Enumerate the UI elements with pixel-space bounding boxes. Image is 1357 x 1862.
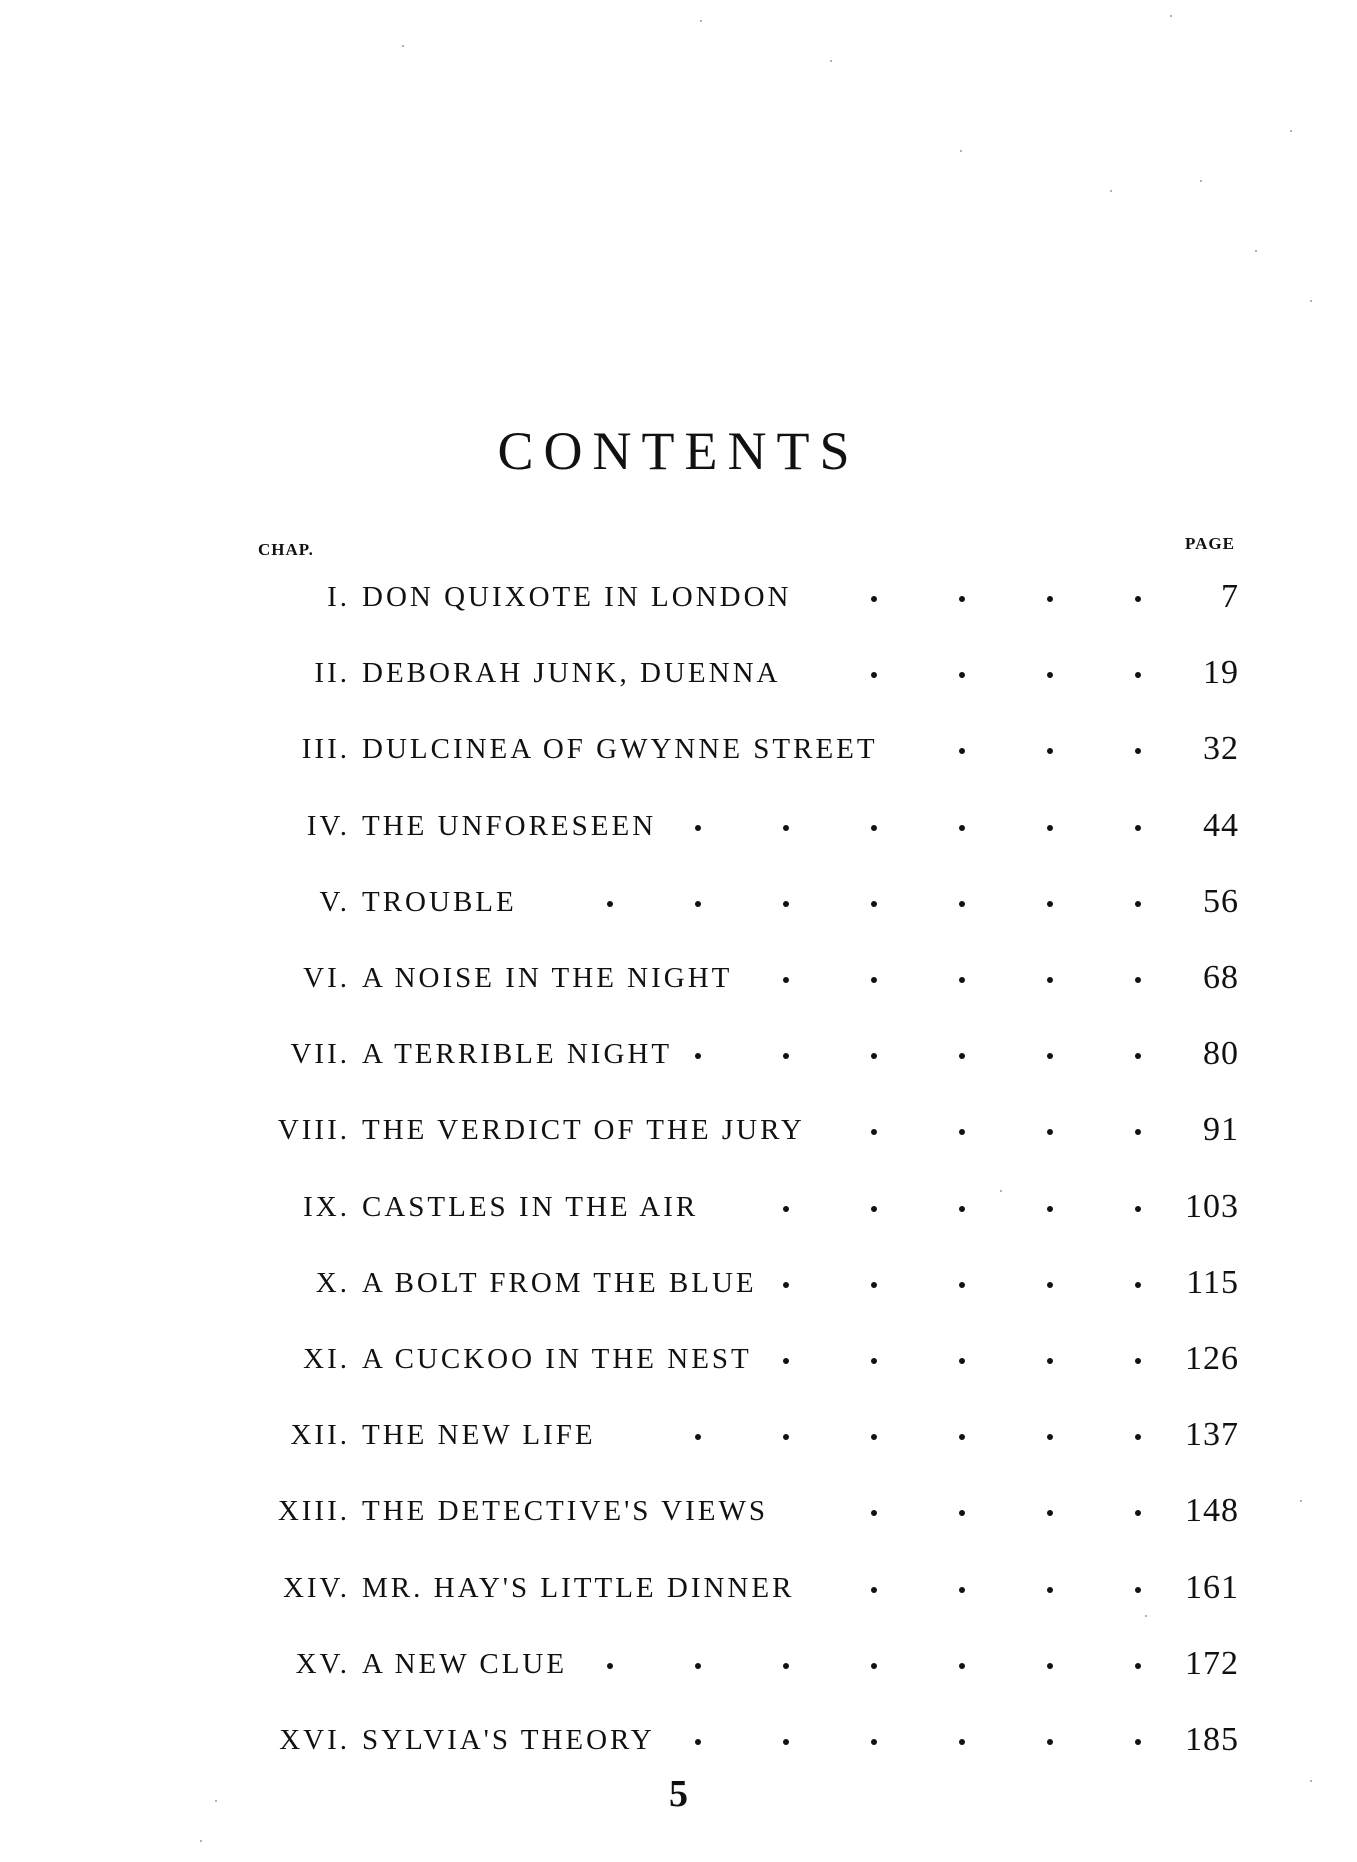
toc-entry	[0, 1029, 1357, 1079]
chapter-page-number: 103	[1185, 1187, 1239, 1225]
dot-leaders	[0, 1486, 1357, 1536]
chapter-page-number: 172	[1185, 1644, 1239, 1682]
chapter-title: A CUCKOO IN THE NEST	[362, 1343, 752, 1375]
chapter-number: VI.	[303, 962, 350, 994]
page-number: 5	[669, 1773, 688, 1815]
paper-speck	[960, 150, 962, 152]
chapter-title: CASTLES IN THE AIR	[362, 1190, 699, 1223]
leader-dot	[783, 1053, 789, 1059]
paper-speck	[830, 60, 832, 62]
leader-dot	[1047, 1282, 1053, 1288]
leader-dot	[695, 1739, 701, 1745]
chapter-number: IV.	[306, 809, 350, 842]
leader-dot	[1047, 1129, 1053, 1135]
chapter-page-number: 185	[1185, 1721, 1239, 1758]
toc-entry	[0, 1410, 1357, 1460]
chapter-page-number: 148	[1185, 1492, 1239, 1530]
leader-dot	[871, 1434, 877, 1440]
chapter-number: XIV.	[282, 1571, 350, 1604]
leader-dot	[1047, 1206, 1053, 1212]
leader-dot	[959, 1358, 965, 1364]
toc-entry	[0, 1182, 1357, 1232]
toc-entry	[0, 877, 1357, 927]
leader-dot	[871, 596, 877, 602]
leader-dot	[1047, 1434, 1053, 1440]
chapter-title: A BOLT FROM THE BLUE	[362, 1266, 757, 1299]
chapter-number: VIII.	[277, 1114, 350, 1147]
chapter-title: A NOISE IN THE NIGHT	[362, 962, 733, 994]
leader-dot	[1047, 1587, 1053, 1593]
chapter-number: X.	[315, 1266, 350, 1299]
chapter-page-number: 56	[1203, 882, 1239, 920]
leader-dot	[871, 1129, 877, 1135]
dot-leaders	[0, 1258, 1357, 1308]
dot-leaders	[0, 1639, 1357, 1689]
leader-dot	[959, 1282, 965, 1288]
leader-dot	[1135, 1282, 1141, 1288]
leader-dot	[1135, 1739, 1141, 1745]
toc-entry	[0, 1486, 1357, 1536]
leader-dot	[959, 1510, 965, 1516]
leader-dot	[1135, 1434, 1141, 1440]
leader-dot	[1135, 1206, 1141, 1212]
leader-dot	[959, 977, 965, 983]
chapter-title: DON QUIXOTE IN LONDON	[362, 581, 792, 613]
dot-leaders	[0, 724, 1357, 774]
page-column-header: PAGE	[1185, 534, 1235, 553]
paper-speck	[1170, 15, 1172, 17]
toc-entry	[0, 1258, 1357, 1308]
paper-speck	[1145, 1615, 1147, 1617]
leader-dot	[695, 1053, 701, 1059]
leader-dot	[959, 1129, 965, 1135]
leader-dot	[871, 1206, 877, 1212]
leader-dot	[1135, 1587, 1141, 1593]
toc-entry	[0, 953, 1357, 1003]
chapter-number: XI.	[303, 1343, 350, 1375]
chapter-page-number: 80	[1203, 1035, 1239, 1073]
chapter-number: XVI.	[279, 1724, 350, 1756]
leader-dot	[607, 901, 613, 907]
leader-dot	[783, 1358, 789, 1364]
leader-dot	[1047, 977, 1053, 983]
leader-dot	[783, 1282, 789, 1288]
dot-leaders	[0, 1410, 1357, 1460]
leader-dot	[695, 1663, 701, 1669]
chapter-title: DULCINEA OF GWYNNE STREET	[362, 733, 878, 766]
chapter-title: THE VERDICT OF THE JURY	[362, 1114, 805, 1147]
chapter-page-number: 161	[1185, 1568, 1239, 1606]
chapter-title: THE UNFORESEEN	[362, 809, 657, 842]
leader-dot	[871, 901, 877, 907]
dot-leaders	[0, 1715, 1357, 1765]
leader-dot	[783, 977, 789, 983]
paper-speck	[1310, 1780, 1312, 1782]
chapter-number: III.	[301, 733, 350, 766]
leader-dot	[1047, 1053, 1053, 1059]
leader-dot	[783, 1206, 789, 1212]
chapter-title: THE NEW LIFE	[362, 1419, 596, 1452]
paper-speck	[1000, 1190, 1002, 1192]
leader-dot	[1135, 672, 1141, 678]
paper-speck	[1110, 190, 1112, 192]
leader-dot	[959, 1739, 965, 1745]
leader-dot	[783, 1434, 789, 1440]
chapter-number: II.	[314, 657, 350, 690]
chapter-number: XIII.	[277, 1495, 350, 1528]
chapter-title: TROUBLE	[362, 885, 517, 918]
paper-speck	[1290, 130, 1292, 132]
toc-entry	[0, 801, 1357, 851]
leader-dot	[783, 825, 789, 831]
chapter-title: A TERRIBLE NIGHT	[362, 1038, 673, 1071]
toc-entry	[0, 1715, 1357, 1765]
dot-leaders	[0, 1105, 1357, 1155]
leader-dot	[871, 825, 877, 831]
dot-leaders	[0, 648, 1357, 698]
leader-dot	[607, 1663, 613, 1669]
dot-leaders	[0, 572, 1357, 622]
chapter-page-number: 126	[1185, 1340, 1239, 1377]
leader-dot	[959, 1663, 965, 1669]
leader-dot	[1047, 672, 1053, 678]
toc-entry	[0, 1639, 1357, 1689]
chapter-number: IX.	[303, 1190, 350, 1223]
leader-dot	[959, 672, 965, 678]
chapter-number: XII.	[290, 1419, 350, 1452]
dot-leaders	[0, 1563, 1357, 1613]
leader-dot	[959, 1053, 965, 1059]
leader-dot	[695, 901, 701, 907]
dot-leaders	[0, 1029, 1357, 1079]
leader-dot	[1135, 596, 1141, 602]
chapter-page-number: 32	[1203, 730, 1239, 768]
paper-speck	[1200, 180, 1202, 182]
leader-dot	[783, 901, 789, 907]
leader-dot	[1047, 1739, 1053, 1745]
dot-leaders	[0, 1334, 1357, 1384]
paper-speck	[1310, 300, 1312, 302]
toc-entry	[0, 724, 1357, 774]
chapter-number: V.	[319, 885, 350, 918]
leader-dot	[1135, 825, 1141, 831]
leader-dot	[959, 596, 965, 602]
leader-dot	[783, 1663, 789, 1669]
dot-leaders	[0, 953, 1357, 1003]
leader-dot	[871, 1587, 877, 1593]
toc-entry	[0, 1105, 1357, 1155]
chapter-title: MR. HAY'S LITTLE DINNER	[362, 1571, 795, 1604]
paper-speck	[215, 1800, 217, 1802]
toc-entry	[0, 648, 1357, 698]
chapter-page-number: 7	[1221, 578, 1239, 615]
chapter-page-number: 115	[1186, 1263, 1239, 1301]
leader-dot	[1135, 1053, 1141, 1059]
chapter-page-number: 91	[1203, 1111, 1239, 1149]
leader-dot	[1047, 901, 1053, 907]
chapter-page-number: 68	[1203, 959, 1239, 996]
leader-dot	[871, 1663, 877, 1669]
chapter-page-number: 137	[1185, 1416, 1239, 1454]
leader-dot	[871, 672, 877, 678]
leader-dot	[959, 1206, 965, 1212]
paper-speck	[200, 1840, 202, 1842]
leader-dot	[783, 1739, 789, 1745]
toc-entry	[0, 572, 1357, 622]
chapter-title: DEBORAH JUNK, DUENNA	[362, 657, 781, 690]
chapter-number: XV.	[295, 1647, 350, 1680]
chapter-number: VII.	[290, 1038, 350, 1071]
leader-dot	[1047, 748, 1053, 754]
page-title: CONTENTS	[497, 421, 860, 481]
leader-dot	[695, 1434, 701, 1440]
leader-dot	[1135, 1129, 1141, 1135]
leader-dot	[959, 1434, 965, 1440]
leader-dot	[1047, 1510, 1053, 1516]
leader-dot	[871, 1739, 877, 1745]
leader-dot	[1047, 1358, 1053, 1364]
paper-speck	[1300, 1500, 1302, 1502]
dot-leaders	[0, 801, 1357, 851]
chapter-page-number: 19	[1203, 654, 1239, 692]
leader-dot	[871, 1282, 877, 1288]
leader-dot	[1047, 825, 1053, 831]
leader-dot	[695, 825, 701, 831]
leader-dot	[1135, 748, 1141, 754]
leader-dot	[1135, 901, 1141, 907]
toc-entry	[0, 1334, 1357, 1384]
dot-leaders	[0, 1182, 1357, 1232]
leader-dot	[959, 748, 965, 754]
chapter-title: THE DETECTIVE'S VIEWS	[362, 1495, 768, 1528]
chapter-title: A NEW CLUE	[362, 1647, 568, 1680]
chapter-page-number: 44	[1203, 806, 1239, 844]
leader-dot	[871, 977, 877, 983]
chapter-title: SYLVIA'S THEORY	[362, 1724, 655, 1756]
leader-dot	[1135, 1663, 1141, 1669]
chapter-column-header: CHAP.	[258, 540, 314, 559]
leader-dot	[959, 825, 965, 831]
leader-dot	[1135, 1510, 1141, 1516]
leader-dot	[871, 1053, 877, 1059]
leader-dot	[871, 1510, 877, 1516]
leader-dot	[959, 901, 965, 907]
dot-leaders	[0, 877, 1357, 927]
leader-dot	[1047, 596, 1053, 602]
leader-dot	[959, 1587, 965, 1593]
leader-dot	[871, 1358, 877, 1364]
leader-dot	[1135, 977, 1141, 983]
paper-speck	[700, 20, 702, 22]
leader-dot	[1135, 1358, 1141, 1364]
chapter-number: I.	[327, 581, 350, 613]
leader-dot	[1047, 1663, 1053, 1669]
toc-entry	[0, 1563, 1357, 1613]
paper-speck	[1255, 250, 1257, 252]
paper-speck	[402, 45, 404, 47]
